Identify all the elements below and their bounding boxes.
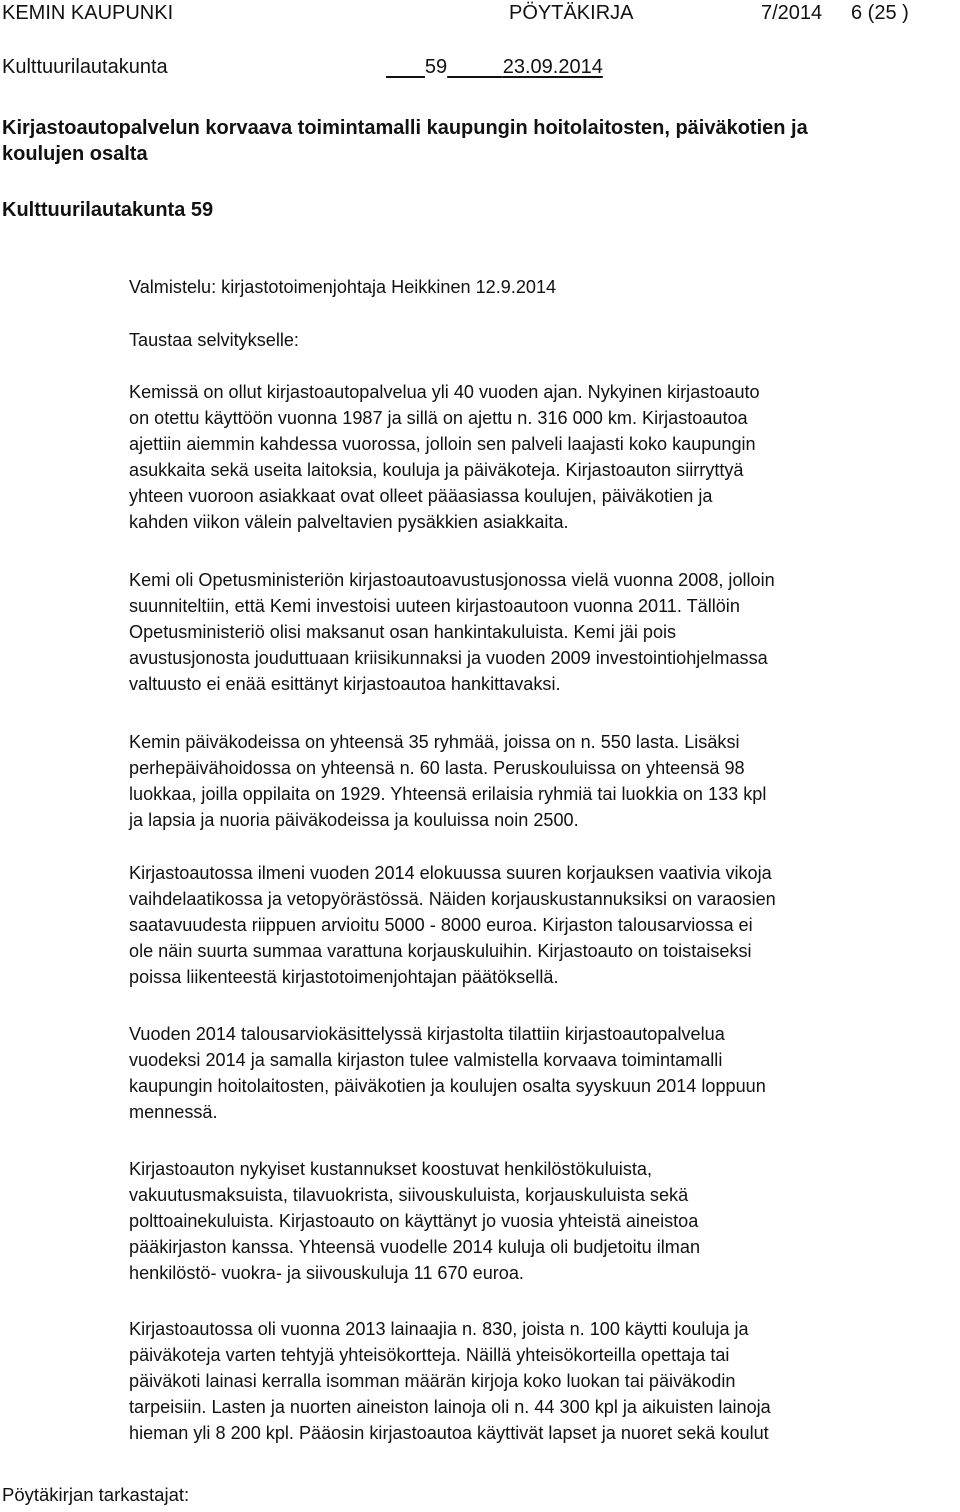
text-line: ajettiin aiemmin kahdessa vuorossa, jolloin sen palveli laajasti koko kaupungin <box>129 433 756 454</box>
text-line: Kirjastoautossa ilmeni vuoden 2014 elokuussa suuren korjauksen vaativia vikoja <box>129 863 772 883</box>
section-date-gap <box>447 56 503 78</box>
minutes-reviewers-label: Pöytäkirjan tarkastajat: <box>2 1484 190 1505</box>
text-line: vakuutusmaksuista, tilavuokrista, siivouskuluista, korjauskuluista sekä <box>129 1184 689 1205</box>
organization-name: KEMIN KAUPUNKI <box>2 2 174 24</box>
background-heading: Taustaa selvitykselle: <box>129 330 299 350</box>
text-line: polttoainekuluista. Kirjastoauto on käyttänyt jo vuosia yhteistä aineistoa <box>129 1210 699 1231</box>
text-line: Kirjastoautossa oli vuonna 2013 lainaajia n. 830, joista n. 100 käytti kouluja ja <box>129 1319 749 1339</box>
text-line: Kirjastoauton nykyiset kustannukset koostuvat henkilöstökuluista, <box>129 1159 652 1179</box>
document-title <box>2 115 808 167</box>
text-line: avustusjonosta jouduttuaan kriisikunnaksi ja vuoden 2009 investointiohjelmassa <box>129 647 768 668</box>
document-type: PÖYTÄKIRJA <box>509 2 634 24</box>
text-line: henkilöstö- vuokra- ja siivouskuluja 11 670 euroa. <box>129 1262 524 1283</box>
text-line: suunniteltiin, että Kemi investoisi uuteen kirjastoautoon vuonna 2011. Tällöin <box>129 595 740 616</box>
text-line: luokkaa, joilla oppilaita on 1929. Yhteensä erilaisia ryhmiä tai luokkia on 133 kpl <box>129 783 767 804</box>
paragraph <box>129 730 959 834</box>
meeting-date: 23.09.2014 <box>502 56 603 78</box>
page-number: 6 (25 ) <box>851 2 909 24</box>
text-line: asukkaita sekä useita laitoksia, kouluja ja päiväkoteja. Kirjastoauton siirryttyä <box>129 459 744 480</box>
preparation-note: Valmistelu: kirjastotoimenjohtaja Heikkinen 12.9.2014 <box>129 277 557 297</box>
text-line: kahden viikon välein palveltavien pysäkkien asiakkaita. <box>129 511 569 532</box>
section-number <box>386 56 603 79</box>
text-line: poissa liikenteestä kirjastotoimenjohtajan päätöksellä. <box>129 966 559 987</box>
text-line: saatavuudesta riippuen arvioitu 5000 - 8000 euroa. Kirjaston talousarviossa ei <box>129 914 753 935</box>
text-line: päiväkoteja varten tehtyjä yhteisökortteja. Näillä yhteisökorteilla opettaja tai <box>129 1344 730 1365</box>
paragraph <box>129 1022 959 1126</box>
text-line: tarpeisiin. Lasten ja nuorten aineiston lainoja oli n. 44 300 kpl ja aikuisten lainoja <box>129 1396 771 1417</box>
paragraph <box>129 380 959 535</box>
text-line: Kemin päiväkodeissa on yhteensä 35 ryhmää, joissa on n. 550 lasta. Lisäksi <box>129 732 740 752</box>
text-line: päiväkoti lainasi kerralla isomman määrän kirjoja koko luokan tai päiväkodin <box>129 1370 736 1391</box>
document-title-line: Kirjastoautopalvelun korvaava toimintamalli kaupungin hoitolaitosten, päiväkotien ja <box>2 117 808 139</box>
text-line: kaupungin hoitolaitosten, päiväkotien ja koulujen osalta syyskuun 2014 loppuun <box>129 1075 766 1096</box>
text-line: vuodeksi 2014 ja samalla kirjaston tulee valmistella korvaava toimintamalli <box>129 1049 723 1070</box>
document-title-line: koulujen osalta <box>2 143 148 165</box>
text-line: Kemissä on ollut kirjastoautopalvelua yli 40 vuoden ajan. Nykyinen kirjastoauto <box>129 382 760 402</box>
text-line: on otettu käyttöön vuonna 1987 ja sillä on ajettu n. 316 000 km. Kirjastoautoa <box>129 407 748 428</box>
section-value: 59 <box>424 56 448 78</box>
section-subtitle: Kulttuurilautakunta 59 <box>2 199 214 221</box>
paragraph <box>129 568 959 698</box>
paragraph <box>129 1317 959 1447</box>
text-line: Kemi oli Opetusministeriön kirjastoautoavustusjonossa vielä vuonna 2008, jolloin <box>129 570 775 590</box>
text-line: Vuoden 2014 talousarviokäsittelyssä kirjastolta tilattiin kirjastoautopalvelua <box>129 1024 725 1044</box>
paragraph <box>129 1157 959 1287</box>
text-line: ja lapsia ja nuoria päiväkodeissa ja kouluissa noin 2500. <box>129 809 579 830</box>
text-line: valtuusto ei enää esittänyt kirjastoautoa hankittavaksi. <box>129 673 561 694</box>
text-line: Opetusministeriö olisi maksanut osan hankintakuluista. Kemi jäi pois <box>129 621 677 642</box>
text-line: mennessä. <box>129 1101 218 1122</box>
text-line: yhteen vuoroon asiakkaat ovat olleet pääasiassa koulujen, päiväkotien ja <box>129 485 713 506</box>
section-sign <box>386 56 425 78</box>
document-number: 7/2014 <box>761 2 823 24</box>
text-line: vaihdelaatikossa ja vetopyörästössä. Näiden korjauskustannuksiksi on varaosien <box>129 888 776 909</box>
text-line: perhepäivähoidossa on yhteensä n. 60 lasta. Peruskouluissa on yhteensä 98 <box>129 757 745 778</box>
text-line: hieman yli 8 200 kpl. Pääosin kirjastoautoa käyttivät lapset ja nuoret sekä koulut <box>129 1422 769 1443</box>
committee-name: Kulttuurilautakunta <box>2 56 168 78</box>
text-line: pääkirjaston kanssa. Yhteensä vuodelle 2014 kuluja oli budjetoitu ilman <box>129 1236 701 1257</box>
paragraph <box>129 861 959 991</box>
text-line: ole näin suurta summaa varattuna korjauskuluihin. Kirjastoauto on toistaiseksi <box>129 940 752 961</box>
